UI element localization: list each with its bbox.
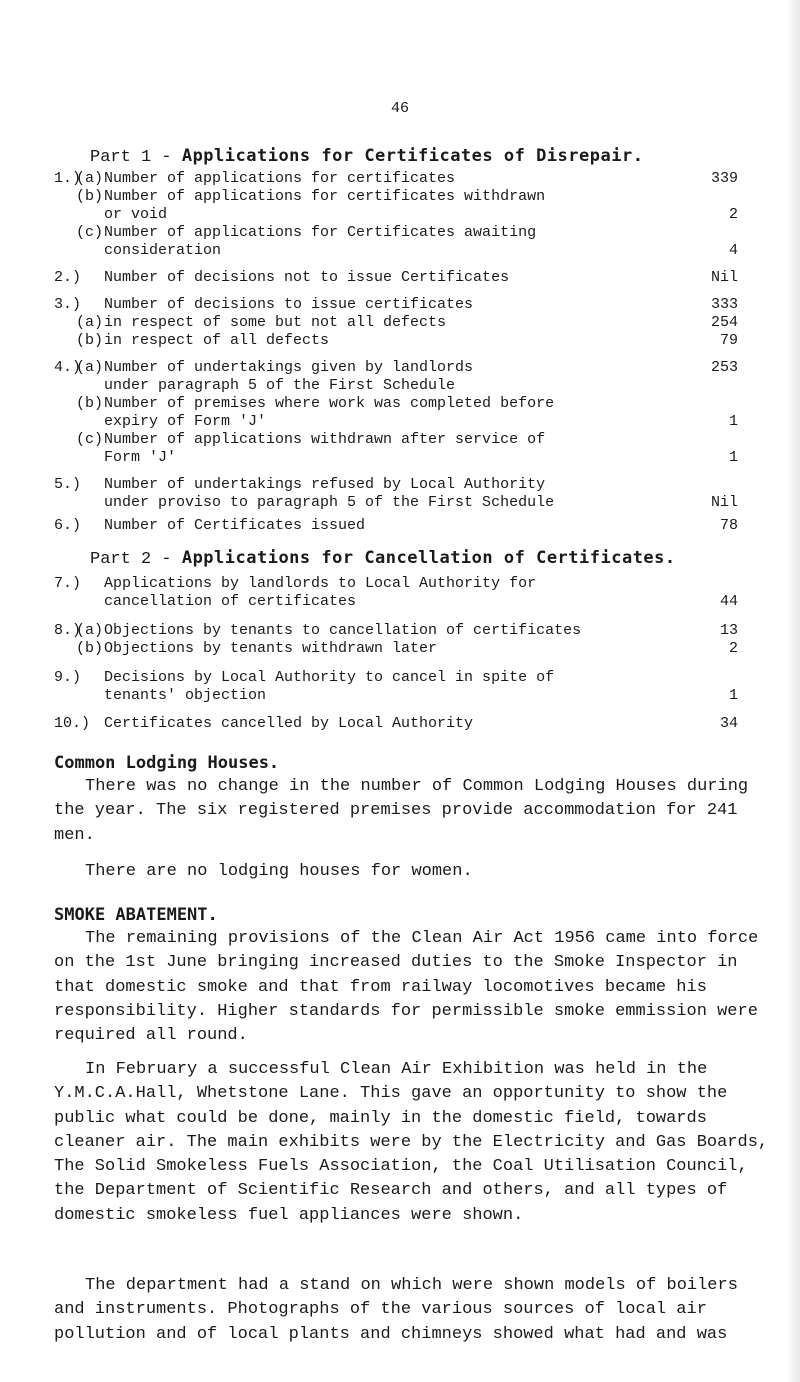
item-value: 4 [728, 242, 738, 259]
item-text: Number of applications for certificates withdrawn [104, 188, 546, 205]
item-sub-letter: (b) [76, 640, 104, 657]
part1-heading-title: Applications for Certificates of Disrepair. [181, 146, 644, 166]
lodging-paragraph [54, 860, 774, 884]
item-value: 79 [719, 332, 738, 349]
item-value: 34 [719, 715, 738, 732]
item-value: Nil [710, 494, 738, 511]
smoke-paragraph [54, 1058, 774, 1228]
part2-heading-title: Applications for Cancellation of Certificates. [181, 548, 676, 568]
part2-heading-prefix: Part 2 - [90, 550, 182, 569]
item-text: Objections by tenants withdrawn later [104, 640, 438, 657]
item-text: Number of applications for Certificates awaiting [104, 224, 537, 241]
item-value: 2 [728, 206, 738, 223]
item-text-cont: consideration [104, 242, 222, 259]
item-text-cont: cancellation of certificates [104, 593, 357, 610]
item-text-cont: Form 'J' [104, 449, 177, 466]
smoke-para-1: The remaining provisions of the Clean Air Act 1956 came into force on the 1st June bringing increased duties to the Smoke Inspector in that domestic smoke and that from railway locomotives became his responsibility. Higher standards for permissible smoke emmission were required all round. [54, 929, 759, 1046]
item-text: Applications by landlords to Local Authority for [104, 575, 537, 592]
item-text: Number of applications withdrawn after service of [104, 431, 546, 448]
item-value: 1 [728, 413, 738, 430]
smoke-paragraph [54, 1274, 774, 1347]
item-text: Number of undertakings given by landlords [104, 359, 474, 376]
item-text: in respect of some but not all defects [104, 314, 447, 331]
lodging-para-1: There was no change in the number of Common Lodging Houses during the year. The six registered premises provide accommodation for 241 men. [54, 777, 749, 845]
item-text-cont: under paragraph 5 of the First Schedule [104, 377, 456, 394]
item-text: Decisions by Local Authority to cancel in spite of [104, 669, 555, 686]
lodging-heading: Common Lodging Houses. [54, 753, 280, 773]
item-text: in respect of all defects [104, 332, 330, 349]
item-text-cont: tenants' objection [104, 687, 267, 704]
item-sub-letter: (b) [76, 395, 104, 412]
item-value: 1 [728, 449, 738, 466]
item-text: Number of decisions not to issue Certificates [104, 269, 510, 286]
page-edge-shadow [786, 0, 800, 1382]
smoke-paragraph [54, 927, 774, 1048]
part1-heading-prefix: Part 1 - [90, 148, 182, 167]
item-text: Number of premises where work was completed before [104, 395, 555, 412]
item-number: 1.) [54, 170, 82, 187]
item-value: 333 [710, 296, 738, 313]
item-number: 2.) [54, 269, 82, 286]
part1-heading [90, 146, 643, 167]
smoke-heading: SMOKE ABATEMENT. [54, 905, 218, 925]
item-text-cont: or void [104, 206, 168, 223]
item-sub-letter: (a) [76, 314, 104, 331]
lodging-para-2: There are no lodging houses for women. [85, 862, 473, 881]
item-sub-letter: (a) [76, 622, 104, 639]
item-number: 5.) [54, 476, 82, 493]
item-value: 44 [719, 593, 738, 610]
item-value: 1 [728, 687, 738, 704]
item-text-cont: expiry of Form 'J' [104, 413, 267, 430]
item-number: 8.) [54, 622, 82, 639]
item-value: 339 [710, 170, 738, 187]
item-text: Certificates cancelled by Local Authority [104, 715, 474, 732]
item-value: 78 [719, 517, 738, 534]
item-sub-letter: (b) [76, 332, 104, 349]
item-value: 253 [710, 359, 738, 376]
item-text-cont: under proviso to paragraph 5 of the First Schedule [104, 494, 555, 511]
item-number: 9.) [54, 669, 82, 686]
item-text: Number of undertakings refused by Local Authority [104, 476, 546, 493]
part2-heading [90, 548, 676, 569]
item-sub-letter: (a) [76, 359, 104, 376]
item-text: Objections by tenants to cancellation of certificates [104, 622, 582, 639]
item-value: 13 [719, 622, 738, 639]
item-text: Number of Certificates issued [104, 517, 366, 534]
item-sub-letter: (c) [76, 431, 104, 448]
item-number: 4.) [54, 359, 82, 376]
smoke-para-2: In February a successful Clean Air Exhibition was held in the Y.M.C.A.Hall, Whetstone Lane. This gave an opportunity to show the public what could be done, mainly in the domestic field, towards cleaner air. The main exhibits were by the Electricity and Gas Boards, The Solid Smokeless Fuels Association, the Coal Utilisation Council, the Department of Scientific Research and others, and all types of domestic smokeless fuel appliances were shown. [54, 1060, 769, 1225]
smoke-para-3: The department had a stand on which were shown models of boilers and instruments. Photographs of the various sources of local air pollution and of local plants and chimneys showed what had and was [54, 1276, 738, 1344]
item-sub-letter: (b) [76, 188, 104, 205]
item-number: 7.) [54, 575, 82, 592]
item-sub-letter: (c) [76, 224, 104, 241]
item-number: 10.) [54, 715, 91, 732]
item-value: Nil [710, 269, 738, 286]
item-number: 3.) [54, 296, 82, 313]
item-value: 2 [728, 640, 738, 657]
item-number: 6.) [54, 517, 82, 534]
page-number: 46 [390, 100, 409, 117]
item-value: 254 [710, 314, 738, 331]
item-text: Number of decisions to issue certificates [104, 296, 474, 313]
item-text: Number of applications for certificates [104, 170, 456, 187]
lodging-paragraph [54, 775, 774, 848]
item-sub-letter: (a) [76, 170, 104, 187]
